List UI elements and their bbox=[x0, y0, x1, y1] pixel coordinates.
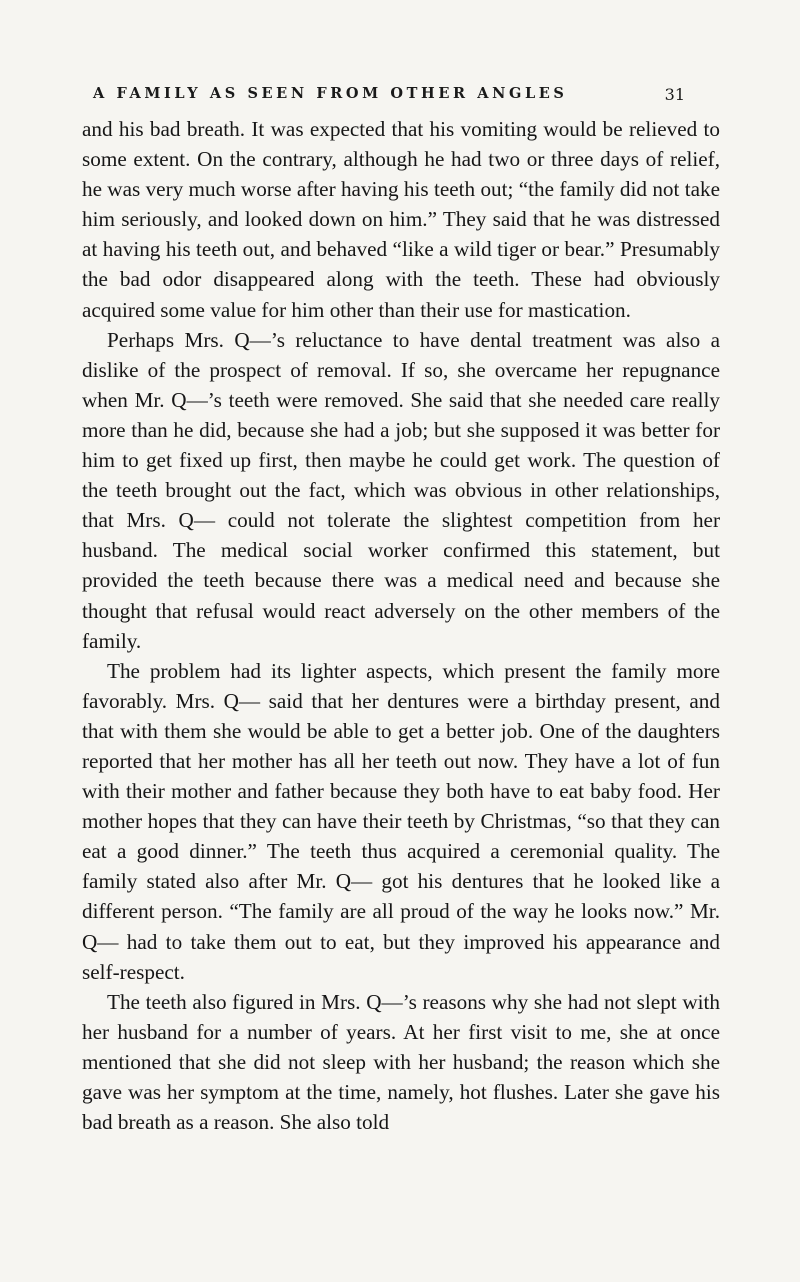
paragraph-3: The problem had its lighter aspects, which present the family more favorably. Mrs. Q— said that her dentures were a birthday present, and that with them she would be able to get a better job. One of the daughters reported that her mother has all her teeth out now. They have a lot of fun with their mother and father because they both have to eat baby food. Her mother hopes that they can have their teeth by Christmas, “so that they can eat a good dinner.” The teeth thus acquired a ceremonial quality. The family stated also after Mr. Q— got his dentures that he looked like a different person. “The family are all proud of the way he looks now.” Mr. Q— had to take them out to eat, but they improved his appearance and self-respect. bbox=[82, 658, 720, 984]
paragraph-1: and his bad breath. It was expected that his vomiting would be relieved to some extent. On the contrary, although he had two or three days of relief, he was very much worse after having his teeth out; “the family did not take him seriously, and looked down on him.” They said that he was distressed at having his teeth out, and behaved “like a wild tiger or bear.” Presumably the bad odor disappeared along with the teeth. These had obviously acquired some value for him other than their use for mastication. bbox=[82, 117, 720, 322]
paragraph-2: Perhaps Mrs. Q—’s reluctance to have dental treatment was also a dislike of the prospect of removal. If so, she overcame her repugnance when Mr. Q—’s teeth were removed. She said that she needed care really more than he did, because she had a job; but she supposed it was better for him to get fixed up first, then maybe he could get work. The question of the teeth brought out the fact, which was obvious in other relationships, that Mrs. Q— could not tolerate the slightest competition from her husband. The medical social worker confirmed this statement, but provided the teeth because there was a medical need and because she thought that refusal would react adversely on the other members of the family. bbox=[82, 327, 720, 653]
running-head bbox=[93, 85, 685, 109]
paragraph-4: The teeth also figured in Mrs. Q—’s reasons why she had not slept with her husband for a number of years. At her first visit to me, she at once mentioned that she did not sleep with her husband; the reason which she gave was her symptom at the time, namely, hot flushes. Later she gave his bad breath as a reason. She also told bbox=[82, 989, 720, 1135]
body-text bbox=[82, 114, 720, 1137]
running-title: A FAMILY AS SEEN FROM OTHER ANGLES bbox=[93, 85, 568, 102]
page-number: 31 bbox=[664, 85, 685, 104]
